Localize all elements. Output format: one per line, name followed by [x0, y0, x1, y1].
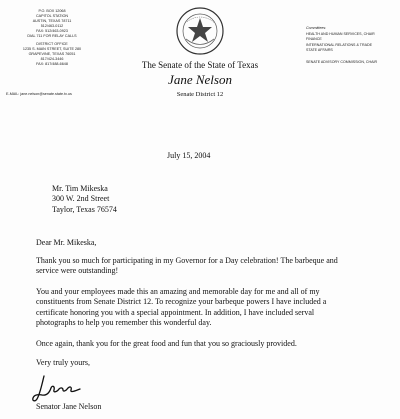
recipient-line: Mr. Tim Mikeska — [52, 184, 108, 193]
paragraph-line: service were outstanding! — [36, 266, 119, 276]
senate-district: Senate District 12 — [176, 91, 224, 98]
address-line: FAX: 817/488-6648 — [36, 62, 68, 66]
closing: Very truly yours, — [36, 358, 90, 367]
committee-item: STATE AFFAIRS — [306, 48, 333, 53]
paragraph-line: You and your employees made this an amazing and memorable day for me and all of my — [36, 287, 320, 296]
paragraph-closing — [36, 339, 376, 349]
committees-block — [306, 26, 398, 65]
state-seal-icon — [175, 6, 225, 56]
address-line: 512/463-0112 — [40, 24, 64, 28]
email-line: E-MAIL: jane.nelson@senate.state.tx.us — [6, 92, 72, 96]
address-line: FAX: 512/463-0923 — [36, 29, 68, 33]
address-line: GRAPEVINE, TEXAS 76051 — [28, 52, 76, 56]
recipient-line: 300 W. 2nd Street — [52, 194, 110, 204]
letter-date: July 15, 2004 — [167, 151, 211, 160]
paragraph-line: Thank you so much for participating in my Governor for a Day celebration! The barbeque and — [36, 256, 338, 265]
senate-title: The Senate of the State of Texas — [141, 60, 259, 70]
salutation: Dear Mr. Mikeska, — [36, 238, 97, 247]
capitol-address-block — [6, 9, 98, 67]
paragraph-line: certificate honoring you with a special appointment. In addition, I have included serval — [36, 307, 315, 317]
paragraph-line: photographs to help you remember this wonderful day. — [36, 317, 212, 327]
recipient-line: Taylor, Texas 76574 — [52, 204, 117, 214]
address-line: AUSTIN, TEXAS 78711 — [32, 19, 72, 23]
address-line: 817/424-3446 — [40, 57, 64, 61]
paragraph-recognition — [36, 287, 376, 328]
committee-item: FINANCE — [306, 37, 322, 42]
senator-name: Jane Nelson — [168, 72, 232, 87]
address-line: P.O. BOX 12068 — [38, 9, 66, 13]
paragraph-line: constituents from Senate District 12. To recognize your barbeque powers I have included a — [36, 297, 327, 307]
signer-name: Senator Jane Nelson — [36, 402, 102, 411]
committees-heading: Committees: — [306, 26, 327, 30]
committee-item: INTERNATIONAL RELATIONS & TRADE — [306, 42, 372, 47]
address-line: CAPITOL STATION — [35, 14, 69, 18]
handwritten-signature-icon — [30, 372, 90, 406]
recipient-address — [52, 184, 117, 215]
committee-item: SENATE ADVISORY COMMISSION, CHAIR — [306, 59, 378, 64]
address-line: DIAL 711 FOR RELAY CALLS — [27, 34, 77, 38]
paragraph-line: Once again, thank you for the great food and fun that you so graciously provided. — [36, 339, 297, 348]
address-line: DISTRICT OFFICE — [36, 42, 68, 46]
paragraph-thanks — [36, 256, 376, 277]
address-line: 1235 S. MAIN STREET, SUITE 280 — [22, 47, 82, 51]
committee-item: HEALTH AND HUMAN SERVICES, CHAIR — [306, 31, 375, 36]
